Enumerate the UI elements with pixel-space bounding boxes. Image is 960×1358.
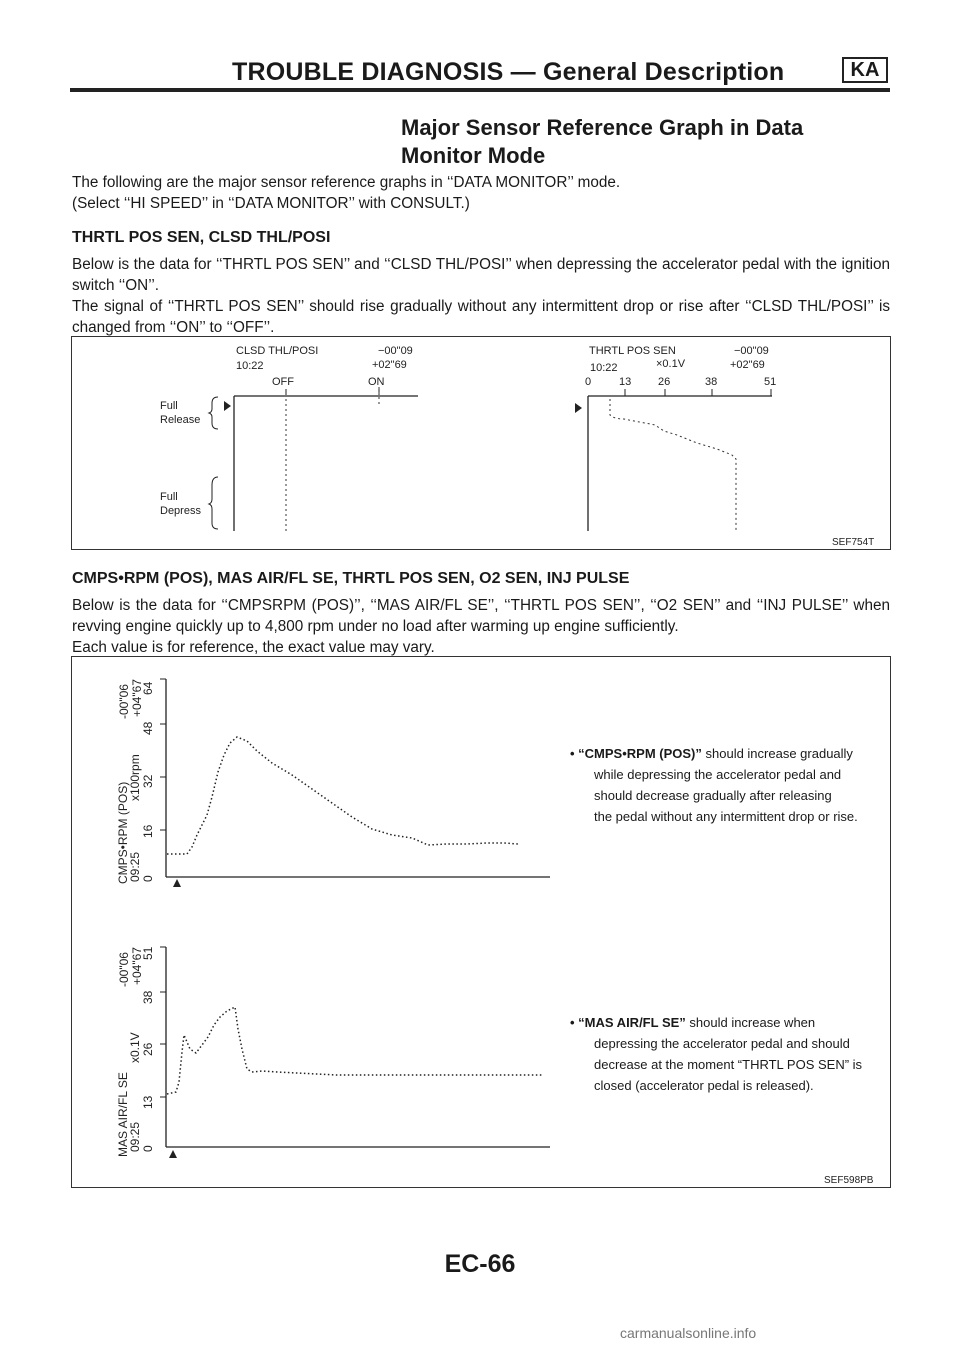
model-badge: KA [842,57,888,83]
figure-2-code: SEF598PB [824,1175,874,1186]
figure-throttle-graph [71,336,891,550]
g2-tick-0: 0 [141,1145,155,1152]
subsection-2-text [72,595,890,658]
g1-unit: x100rpm [128,754,142,801]
figure-1-code: SEF754T [832,537,875,548]
left-graph-title: CLSD THL/POSI [236,345,319,357]
g1-series-name: CMPS•RPM (POS) [116,781,130,884]
g2-note-line2: depressing the accelerator pedal and should [594,1036,850,1051]
page-header-title: TROUBLE DIAGNOSIS — General Description [232,58,785,86]
g1-tick-64: 64 [141,681,155,695]
g1-note-line3: should decrease gradually after releasing [594,788,832,803]
left-cursor-icon [224,401,231,411]
g1-note-bold: • “CMPS•RPM (POS)” [570,746,702,761]
g1-note-line2: while depressing the accelerator pedal and [594,767,842,782]
g1-cursor-icon [173,879,181,887]
subsection-2-para1: Below is the data for ‘‘CMPSRPM (POS)’’, ‘‘MAS AIR/FL SE’’, ‘‘THRTL POS SEN’’, ‘‘O2 SEN’’ and ‘‘INJ PULSE’’ when revving engine quickly up to 4,800 rpm under no load after warming up engine sufficiently. [72,597,890,635]
right-marker-2: +02"69 [730,359,765,371]
g2-note-line4: closed (accelerator pedal is released). [594,1078,814,1093]
subsection-1-para1: Below is the data for ‘‘THRTL POS SEN’’ and ‘‘CLSD THL/POSI’’ when depressing the accelerator pedal with the ignition switch ‘‘ON’’. [72,256,890,294]
right-graph-unit: ×0.1V [656,358,686,370]
g1-marker-2: +04"67 [130,679,144,717]
g1-note-line1: should increase gradually [701,746,853,761]
full-depress-label-2: Depress [160,505,201,517]
g2-tick-13: 13 [141,1095,155,1109]
intro-line2: (Select ‘‘HI SPEED’’ in ‘‘DATA MONITOR’’ with CONSULT.) [72,195,470,212]
subsection-1-text [72,254,890,338]
section-title-line2: Monitor Mode [401,143,546,168]
intro-line1: The following are the major sensor reference graphs in ‘‘DATA MONITOR’’ mode. [72,174,621,191]
header-rule [70,88,890,92]
right-tick-51: 51 [764,376,777,388]
g1-time: 09:25 [128,851,142,882]
right-tick-labels [585,376,776,388]
right-cursor-icon [575,403,582,413]
g2-note-bold: • “MAS AIR/FL SE” [570,1015,686,1030]
left-off-label: OFF [272,376,294,388]
subsection-heading-2: CMPS•RPM (POS), MAS AIR/FL SE, THRTL POS SEN, O2 SEN, INJ PULSE [72,570,630,587]
g2-unit: x0.1V [128,1032,142,1063]
g1-tick-32: 32 [141,774,155,788]
g2-time: 09:25 [128,1121,142,1152]
g2-note-line3: decrease at the moment “THRTL POS SEN” is [594,1057,863,1072]
full-depress-label-1: Full [160,491,178,503]
full-release-label-2: Release [160,414,201,426]
right-tick-38: 38 [705,376,718,388]
g2-note-line1: should increase when [685,1015,816,1030]
g2-note [570,1012,892,1096]
section-title [401,114,861,170]
figure-rpm-airflow-graphs [71,656,891,1188]
g2-cursor-icon [169,1150,177,1158]
g2-tick-38: 38 [141,990,155,1004]
g2-marker-2: +04"67 [130,947,144,985]
right-tick-0: 0 [585,376,592,388]
left-marker-1: −00"09 [378,345,413,357]
left-marker-2: +02"69 [372,359,407,371]
g1-marker-1: -00"06 [117,684,131,719]
right-graph-time: 10:22 [590,362,618,374]
g1-note-line4: the pedal without any intermittent drop or rise. [594,809,858,824]
right-graph-title: THRTL POS SEN [589,345,676,357]
section-title-line1: Major Sensor Reference Graph in Data [401,115,804,140]
right-tick-26: 26 [658,376,671,388]
g1-tick-16: 16 [141,824,155,838]
subsection-2-para2: Each value is for reference, the exact value may vary. [72,639,435,656]
left-on-label: ON [368,376,385,388]
right-tick-13: 13 [619,376,632,388]
subsection-heading-1: THRTL POS SEN, CLSD THL/POSI [72,229,331,246]
g2-tick-51: 51 [141,946,155,960]
g2-tick-26: 26 [141,1042,155,1056]
right-marker-1: −00"09 [734,345,769,357]
page-number: EC-66 [444,1250,516,1278]
full-release-label-1: Full [160,400,178,412]
left-graph-time: 10:22 [236,360,264,372]
g2-marker-1: -00"06 [117,952,131,987]
g1-note [570,743,892,827]
g1-tick-48: 48 [141,721,155,735]
g1-tick-0: 0 [141,875,155,882]
g2-series-name: MAS AIR/FL SE [116,1072,130,1157]
subsection-1-para2: The signal of ‘‘THRTL POS SEN’’ should rise gradually without any intermittent drop or rise after ‘‘CLSD THL/POSI’’ is changed from ‘‘ON’’ to ‘‘OFF’’. [72,298,890,336]
intro-text [72,172,890,214]
site-watermark: carmanualsonline.info [620,1325,757,1341]
